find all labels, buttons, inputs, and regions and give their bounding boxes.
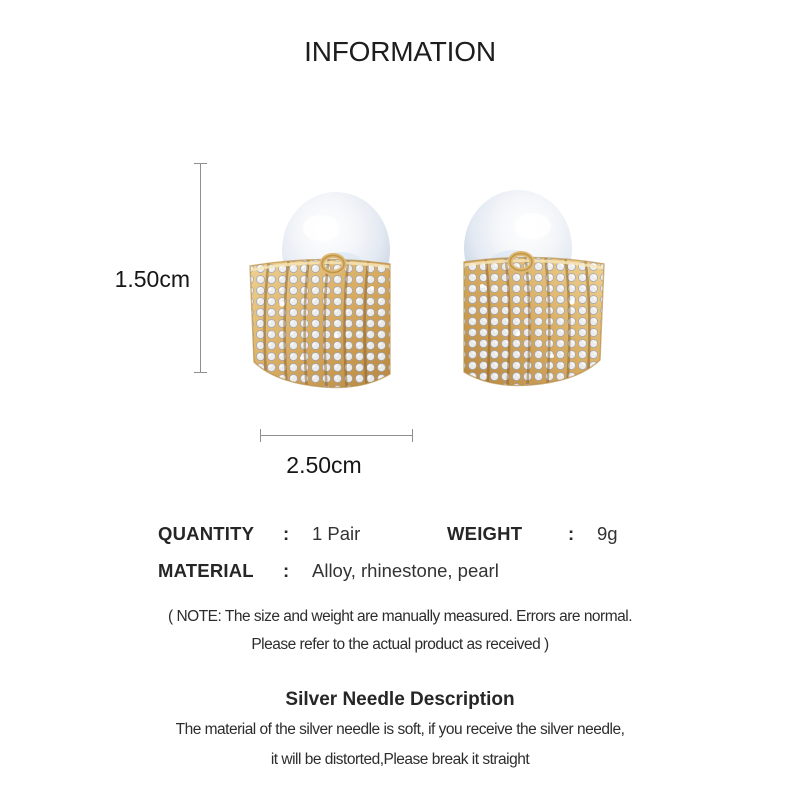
width-dimension-label: 2.50cm [286, 452, 362, 478]
height-dimension-label: 1.50cm [114, 266, 190, 292]
height-dimension-line [200, 163, 201, 373]
silver-needle-line-1: The material of the silver needle is soft, if you receive the silver needle, [175, 721, 625, 738]
note-line-1: ( NOTE: The size and weight are manually measured. Errors are normal. [168, 608, 632, 625]
weight-colon: : [568, 523, 575, 544]
width-dimension-tick-right [412, 429, 413, 442]
page-title: INFORMATION [304, 36, 496, 67]
weight-value: 9g [597, 523, 618, 544]
quantity-label: QUANTITY [158, 523, 255, 544]
height-dimension-tick-bottom [194, 372, 207, 373]
silver-needle-line-2: it will be distorted,Please break it straight [270, 751, 530, 768]
height-dimension-tick-top [194, 163, 207, 164]
width-dimension-tick-left [260, 429, 261, 442]
earring-photo-right [450, 184, 610, 394]
silver-needle-heading: Silver Needle Description [285, 689, 515, 710]
quantity-value: 1 Pair [312, 523, 361, 544]
material-label: MATERIAL [158, 560, 254, 581]
quantity-colon: : [283, 523, 290, 544]
material-value: Alloy, rhinestone, pearl [312, 560, 499, 581]
material-colon: : [283, 560, 290, 581]
weight-label: WEIGHT [447, 523, 523, 544]
earring-photo-left [244, 186, 404, 396]
width-dimension-line [260, 435, 413, 436]
note-line-2: Please refer to the actual product as received ) [251, 636, 549, 653]
